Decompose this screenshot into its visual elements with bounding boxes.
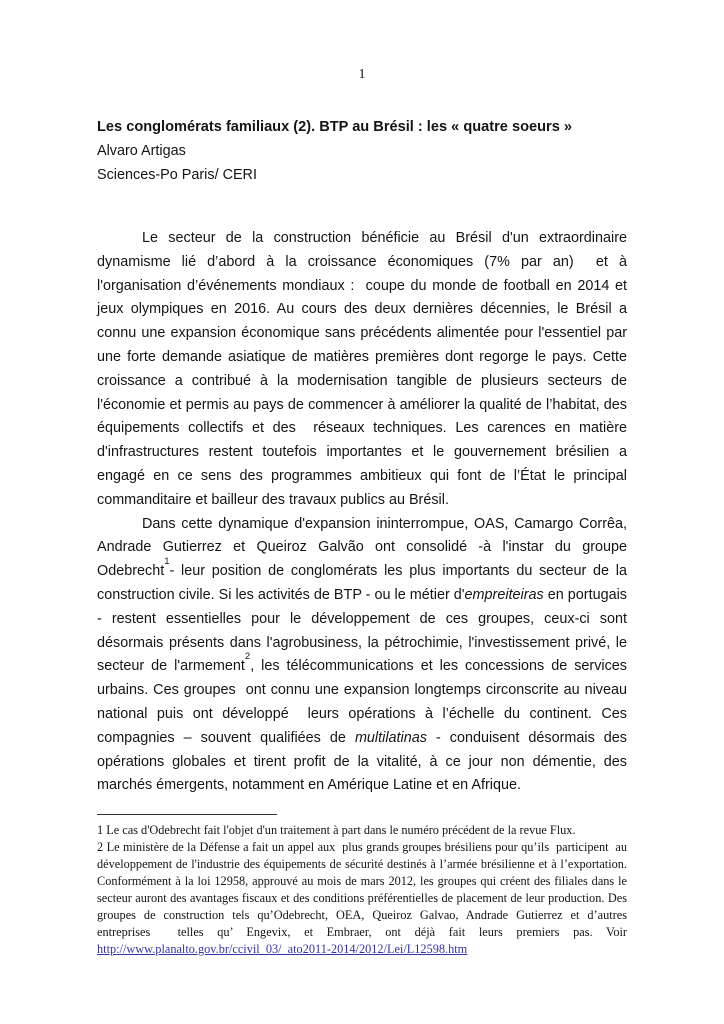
paragraph-2-text: en portugais - restent essentielles pour le développement de ces groupes, ceux-ci sont désormais présents dans l'agrobusiness, la pétrochimie, l'investissement privé, le secteur de l'armement (97, 586, 631, 675)
paragraph-2-text: Dans cette dynamique d'expansion ininterrompue, OAS, Camargo Corrêa, Andrade Gutierrez et Queiroz Galvão ont consolidé -à l'instar du groupe Odebrecht (97, 515, 631, 580)
footnote-2-text: 2 Le ministère de la Défense a fait un appel aux plus grands groupes brésiliens pour qu’ils participent au développement de l'industrie des équipements de sécurité destinés à l’armée brésilienne et à l’exportation. Conformément à la loi 12958, approuvé au mois de mars 2012, les groupes qui créent des filiales dans le secteur auront des avantages fiscaux et des conditions préférentielles de placement de leur production. Des groupes de construction tels qu’Odebrecht, OEA, Queiroz Galvao, Andrade Gutierrez et d’autres entreprises telles qu’ Engevix, et Embraer, ont déjà fait leurs premiers pas. Voir (97, 840, 631, 940)
author-name: Alvaro Artigas (97, 143, 186, 159)
footnote-2-link[interactable]: http://www.planalto.gov.br/ccivil_03/_ato2011-2014/2012/Lei/L12598.htm (97, 942, 468, 957)
italic-term-empreiteiras: empreiteiras (464, 586, 544, 603)
paragraph-2-text: - conduisent désormais des opérations globales et tirent profit de la vitalité, à ce jour non démentie, des marchés émergents, notamment en Amérique Latine et en Afrique. (97, 729, 631, 794)
footnote-separator (97, 814, 277, 815)
footnotes-section (97, 814, 631, 958)
paragraph-2-text: , les télécommunications et les concessions de services urbains. Ces groupes ont connu une expansion longtemps circonscrite au niveau national puis ont développé leurs opérations à l’échelle du continent. Ces compagnies – souvent qualifiées de (97, 658, 631, 746)
author-affiliation: Sciences-Po Paris/ CERI (97, 167, 257, 183)
paragraph-2 (97, 513, 631, 799)
footnote-ref-1: 1 (164, 555, 170, 567)
document-title: Les conglomérats familiaux (2). BTP au Brésil : les « quatre soeurs » (97, 119, 573, 135)
document-body (97, 227, 631, 798)
italic-term-multilatinas: multilatinas (354, 729, 427, 746)
document-header (97, 115, 627, 187)
footnote-ref-2: 2 (244, 651, 251, 663)
footnote-2 (97, 839, 631, 958)
footnote-1: 1 Le cas d'Odebrecht fait l'objet d'un traitement à part dans le numéro précédent de la revue Flux. (97, 823, 576, 838)
paragraph-1: Le secteur de la construction bénéficie au Brésil d'un extraordinaire dynamisme lié d’abord à la croissance économiques (7% par an) et à l'organisation d’événements mondiaux : coupe du monde de football en 2014 et jeux olympiques en 2016. Au cours des deux dernières décennies, le Brésil a connu une expansion économique sans précédents alimentée pour l'essentiel par une forte demande asiatique de matières premières dont regorge le pays. Cette croissance a contribué à la modernisation tangible de plusieurs secteurs de l'économie et permis au pays de commencer à améliorer la qualité de l’habitat, des équipements collectifs et des réseaux techniques. Les carences en matière d'infrastructures restent toutefois importantes et le gouvernement brésilien a engagé en ce sens des programmes ambitieux qui font de l’État le principal commanditaire et bailleur des travaux publics au Brésil. (97, 230, 631, 508)
page-number: 1 (358, 67, 366, 82)
paragraph-2-text: - leur position de conglomérats les plus importants du secteur de la construction civile. Si les activités de BTP - ou le métier d' (97, 563, 631, 603)
